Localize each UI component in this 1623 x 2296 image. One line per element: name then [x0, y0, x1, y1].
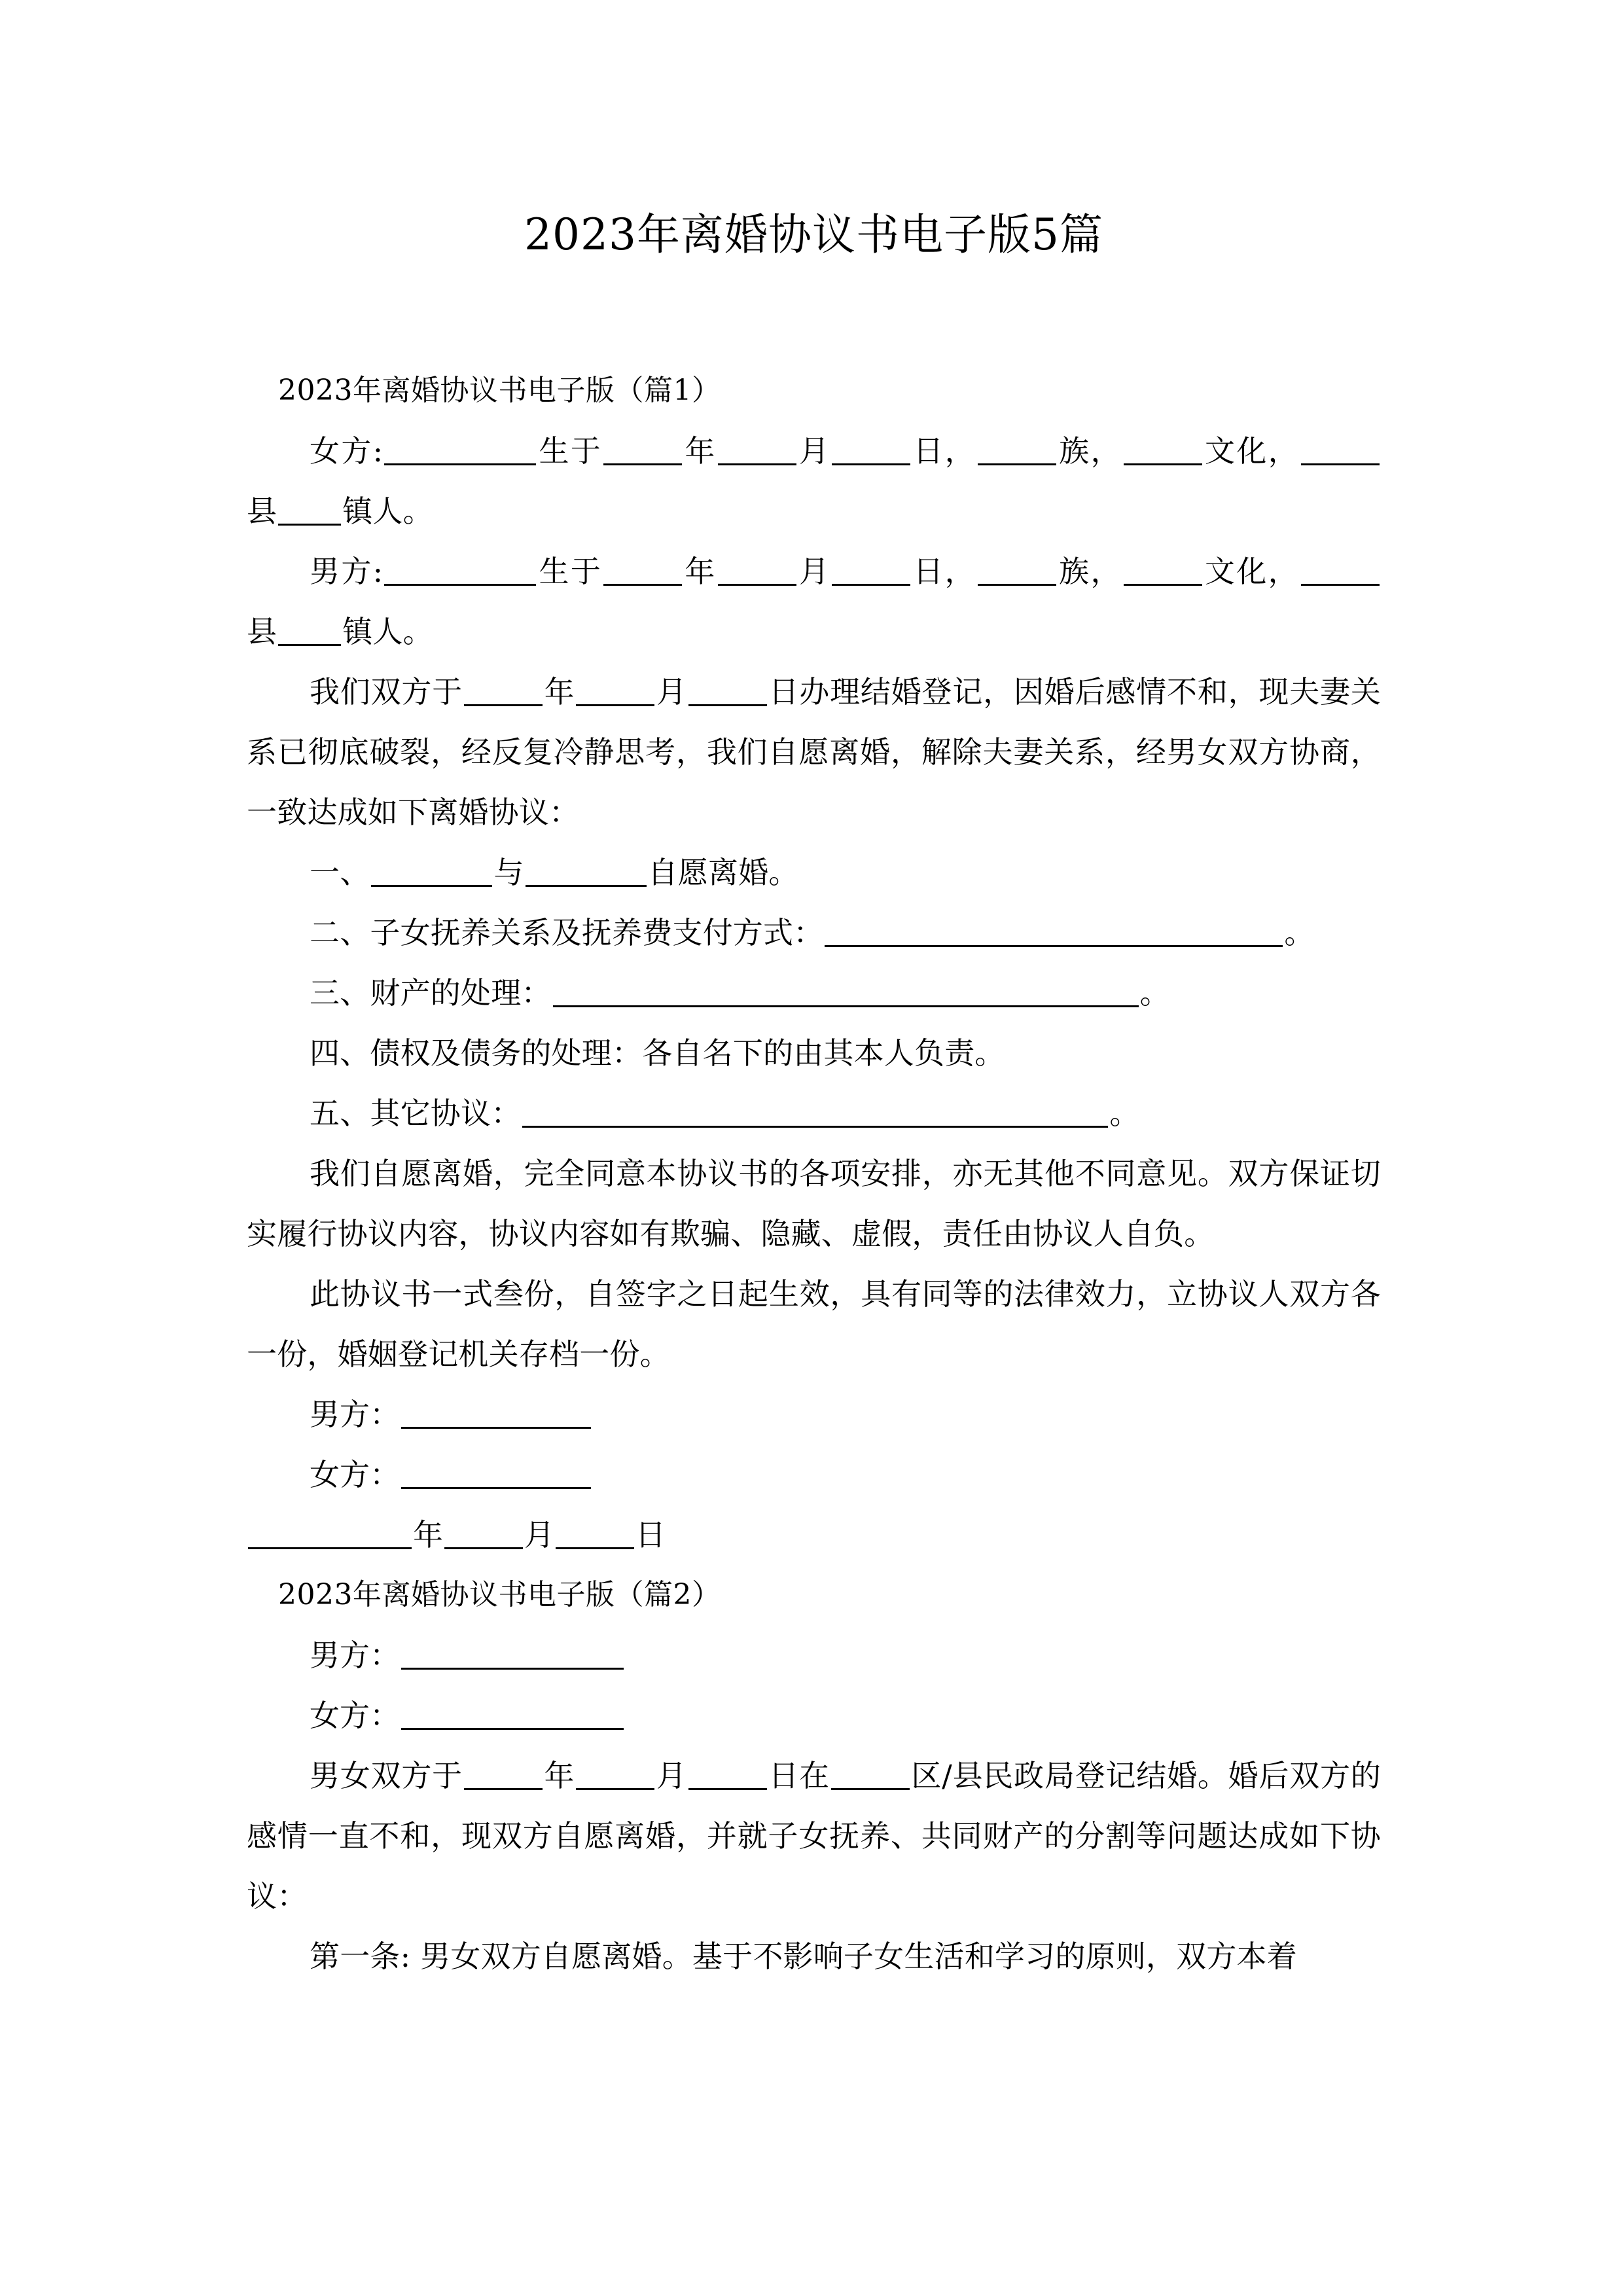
- county-label: 县: [247, 613, 277, 649]
- registration-head: 我们双方于: [310, 673, 463, 709]
- marriage-day-blank-2[interactable]: [688, 1758, 767, 1790]
- signature-date-line: [247, 1505, 1381, 1565]
- year-label: 年: [413, 1516, 443, 1552]
- ethnicity-blank[interactable]: [978, 433, 1056, 465]
- marriage-head-2: 男女双方于: [310, 1757, 463, 1793]
- signature-male-label: 男方：: [310, 1396, 400, 1432]
- female-name-blank-2[interactable]: [401, 1698, 624, 1730]
- male-party-label-2: 男方：: [310, 1637, 400, 1673]
- signature-female-label: 女方：: [310, 1456, 400, 1492]
- article-1-paragraph: 第一条: 男女双方自愿离婚。基于不影响子女生活和学习的原则，双方本着: [310, 1938, 1297, 1974]
- marriage-month-blank-2[interactable]: [576, 1758, 654, 1790]
- item5-label: 五、其它协议：: [310, 1095, 522, 1131]
- item3-tail: 。: [1139, 975, 1170, 1011]
- female-name-blank[interactable]: [384, 433, 536, 465]
- section-heading-1: 2023年离婚协议书电子版（篇1）: [278, 373, 721, 407]
- item3-label: 三、财产的处理：: [310, 975, 552, 1011]
- item5-tail: 。: [1109, 1095, 1140, 1131]
- ethnicity-blank[interactable]: [978, 554, 1056, 586]
- page-title: 2023年离婚协议书电子版5篇: [524, 209, 1103, 260]
- marriage-month-blank[interactable]: [576, 674, 654, 706]
- birth-year-blank[interactable]: [603, 554, 682, 586]
- item2-blank[interactable]: [825, 915, 1283, 947]
- month-label: 月: [524, 1516, 554, 1552]
- born-on-label: 生于: [537, 553, 603, 589]
- county-label: 县: [247, 493, 277, 529]
- agreement-item-4: [247, 1023, 1381, 1083]
- town-blank[interactable]: [278, 493, 341, 526]
- female-party-label: 女方:: [310, 433, 383, 469]
- town-blank[interactable]: [278, 614, 341, 646]
- registration-tail: 日办理结婚登记，因婚后感情不和，现夫妻关系已彻底破裂，经反复冷静思考，我们自愿离婚，解除夫妻关系，经男女双方协商，一致达成如下离婚协议：: [247, 673, 1382, 830]
- day-label-2: 日在: [768, 1757, 830, 1793]
- item5-blank[interactable]: [522, 1096, 1108, 1128]
- district-blank-2[interactable]: [831, 1758, 910, 1790]
- title-spacer: [247, 262, 1381, 361]
- item3-blank[interactable]: [553, 975, 1139, 1007]
- item4-label: 四、债权及债务的处理：各自名下的由其本人负责。: [310, 1035, 1005, 1071]
- registration-paragraph: [247, 662, 1381, 842]
- year-label-2: 年: [543, 1757, 575, 1793]
- item1-party-b-blank[interactable]: [526, 855, 647, 887]
- item2-label: 二、子女抚养关系及抚养费支付方式：: [310, 914, 824, 950]
- day-label2: 日: [635, 1516, 666, 1552]
- county-blank[interactable]: [1301, 433, 1380, 465]
- item1-prefix: 一、: [310, 854, 370, 890]
- item1-mid: 与: [493, 854, 524, 890]
- birth-month-blank[interactable]: [718, 554, 796, 586]
- ethnicity-label: 族，: [1058, 433, 1122, 469]
- item1-tail: 自愿离婚。: [647, 854, 799, 890]
- marriage-year-blank-2[interactable]: [464, 1758, 543, 1790]
- sign-day-blank[interactable]: [556, 1517, 634, 1549]
- born-on-label: 生于: [537, 433, 603, 469]
- education-blank[interactable]: [1124, 433, 1202, 465]
- year-label: 年: [683, 553, 717, 589]
- male-party-line-1: [247, 541, 1381, 662]
- birth-month-blank[interactable]: [718, 433, 796, 465]
- bureau-tail-2: 区/县民政局登记结婚。婚后双方的感情一直不和，现双方自愿离婚，并就子女抚养、共同财产的分割等问题达成如下协议：: [247, 1757, 1382, 1914]
- birth-year-blank[interactable]: [603, 433, 682, 465]
- female-party-line-2: [247, 1685, 1381, 1746]
- birth-day-blank[interactable]: [832, 554, 910, 586]
- sign-month-blank[interactable]: [444, 1517, 523, 1549]
- marriage-year-blank[interactable]: [464, 674, 543, 706]
- month-label-2: 月: [656, 1757, 687, 1793]
- male-party-label: 男方:: [310, 553, 383, 589]
- male-name-blank[interactable]: [384, 554, 536, 586]
- signature-female-blank[interactable]: [401, 1457, 591, 1489]
- sign-year-blank[interactable]: [248, 1517, 412, 1549]
- section-heading-2: 2023年离婚协议书电子版（篇2）: [278, 1577, 721, 1611]
- female-party-label-2: 女方：: [310, 1697, 400, 1733]
- ethnicity-label: 族，: [1058, 553, 1122, 589]
- day-label: 日，: [912, 553, 977, 589]
- month-label: 月: [656, 673, 687, 709]
- town-label: 镇人。: [342, 493, 433, 529]
- year-label: 年: [544, 673, 575, 709]
- agreement-item-3: [247, 963, 1381, 1023]
- marriage-registration-paragraph-2: [247, 1746, 1381, 1926]
- male-name-blank-2[interactable]: [401, 1638, 624, 1670]
- agreement-item-1: [247, 842, 1381, 903]
- marriage-day-blank[interactable]: [688, 674, 767, 706]
- signature-male-blank[interactable]: [401, 1397, 591, 1429]
- town-label: 镇人。: [342, 613, 433, 649]
- education-blank[interactable]: [1124, 554, 1202, 586]
- item1-party-a-blank[interactable]: [371, 855, 492, 887]
- month-label: 月: [797, 433, 831, 469]
- county-blank[interactable]: [1301, 554, 1380, 586]
- item2-tail: 。: [1284, 914, 1315, 950]
- voluntary-divorce-paragraph: 我们自愿离婚，完全同意本协议书的各项安排，亦无其他不同意见。双方保证切实履行协议内容，协议内容如有欺骗、隐藏、虚假，责任由协议人自负。: [247, 1155, 1381, 1251]
- female-party-line-1: [247, 421, 1381, 541]
- copies-paragraph: 此协议书一式叁份，自签字之日起生效，具有同等的法律效力，立协议人双方各一份，婚姻登记机关存档一份。: [247, 1276, 1381, 1372]
- signature-female-line: [247, 1444, 1381, 1505]
- month-label: 月: [797, 553, 831, 589]
- education-label: 文化，: [1203, 553, 1300, 589]
- year-label: 年: [683, 433, 717, 469]
- education-label: 文化，: [1203, 433, 1300, 469]
- signature-male-line: [247, 1384, 1381, 1444]
- document-content: [247, 0, 1381, 1986]
- agreement-item-5: [247, 1083, 1381, 1143]
- agreement-item-2: [247, 903, 1381, 963]
- day-label: 日，: [912, 433, 977, 469]
- birth-day-blank[interactable]: [832, 433, 910, 465]
- male-party-line-2: [247, 1625, 1381, 1685]
